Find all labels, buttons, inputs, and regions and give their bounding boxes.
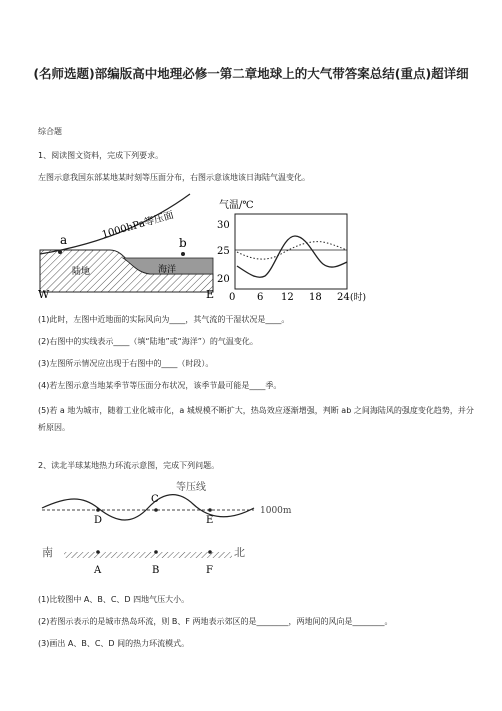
document-title: (名师选题)部编版高中地理必修一第二章地球上的大气带答案总结(重点)超详细 [33, 66, 469, 81]
point-e-dot [208, 508, 212, 512]
point-a-ground-label: A [94, 565, 102, 576]
land-label: 陆地 [72, 267, 91, 277]
question-2-item-1: (1)比较图中 A、B、C、D 四地气压大小。 [38, 595, 190, 604]
temperature-chart [215, 196, 375, 304]
height-label: 1000m [260, 506, 292, 516]
question-1-stem: 1、阅读图文资料，完成下列要求。 [38, 151, 164, 160]
question-1-item-2: (2)右图中的实线表示____（填“陆地”或“海洋”）的气温变化。 [38, 337, 258, 346]
question-2-stem: 2、读北半球某地热力环流示意图，完成下列问题。 [38, 461, 220, 470]
question-1-item-4: (4)若左图示意当地某季节等压面分布状况，该季节最可能是____季。 [38, 381, 282, 390]
isobar-line-label: 等压线 [176, 482, 206, 493]
question-1-item-3: (3)左图所示情况应出现于右图中的____（时段）。 [38, 359, 214, 368]
point-d-label: D [94, 515, 103, 526]
question-1-intro: 左图示意我国东部某地某时刻等压面分布，右图示意该地该日海陆气温变化。 [38, 173, 310, 182]
xtick-6: 6 [257, 292, 264, 303]
ytick-20: 20 [217, 274, 230, 285]
point-e-label: E [206, 515, 214, 526]
xtick-0: 0 [229, 292, 236, 303]
xtick-18: 18 [309, 292, 322, 303]
thermal-circulation-figure [38, 478, 298, 578]
x-unit: (时) [350, 293, 367, 303]
ytick-25: 25 [217, 246, 230, 257]
question-2-item-2: (2)若图示表示的是城市热岛环流，则 B、F 两地表示郊区的是________，两地间的风向是________。 [38, 617, 393, 626]
point-f-ground-dot [208, 550, 212, 554]
isobar-land-sea-figure [38, 192, 218, 302]
section-heading: 综合题 [38, 127, 62, 136]
ytick-30: 30 [217, 220, 230, 231]
point-c-dot [154, 508, 158, 512]
chart-ylabel: 气温/℃ [219, 200, 254, 211]
point-a-dot [58, 250, 62, 254]
point-b-ground-dot [154, 550, 158, 554]
xtick-24: 24 [337, 292, 350, 303]
wavy-isobar [42, 495, 254, 520]
question-1-item-1: (1)此时，左图中近地面的实际风向为____，其气流的干湿状况是____。 [38, 315, 290, 324]
solid-temperature-line [237, 236, 347, 277]
point-a-label: a [60, 233, 68, 247]
question-1-item-5: (5)若 a 地为城市，随着工业化城市化，a 城规模不断扩大，热岛效应逐渐增强，判断 ab 之间海陆风的强度变化趋势，并分析原因。 [38, 406, 474, 432]
chart-frame [235, 214, 347, 289]
point-d-dot [96, 508, 100, 512]
point-b-dot [181, 252, 185, 256]
west-label: W [38, 288, 50, 301]
sea-label: 海洋 [158, 265, 177, 275]
north-label: 北 [234, 546, 245, 559]
east-label: E [206, 288, 215, 301]
point-b-ground-label: B [152, 565, 160, 576]
point-a-ground-dot [96, 550, 100, 554]
point-b-label: b [179, 236, 187, 250]
point-f-ground-label: F [206, 565, 213, 576]
xtick-12: 12 [281, 292, 294, 303]
point-c-label: C [151, 494, 159, 505]
south-label: 南 [42, 546, 53, 559]
question-2-item-3: (3)画出 A、B、C、D 间的热力环流模式。 [38, 639, 190, 648]
isobar-label: 1000hPa等压面 [100, 209, 176, 241]
ground-strip [64, 552, 232, 558]
